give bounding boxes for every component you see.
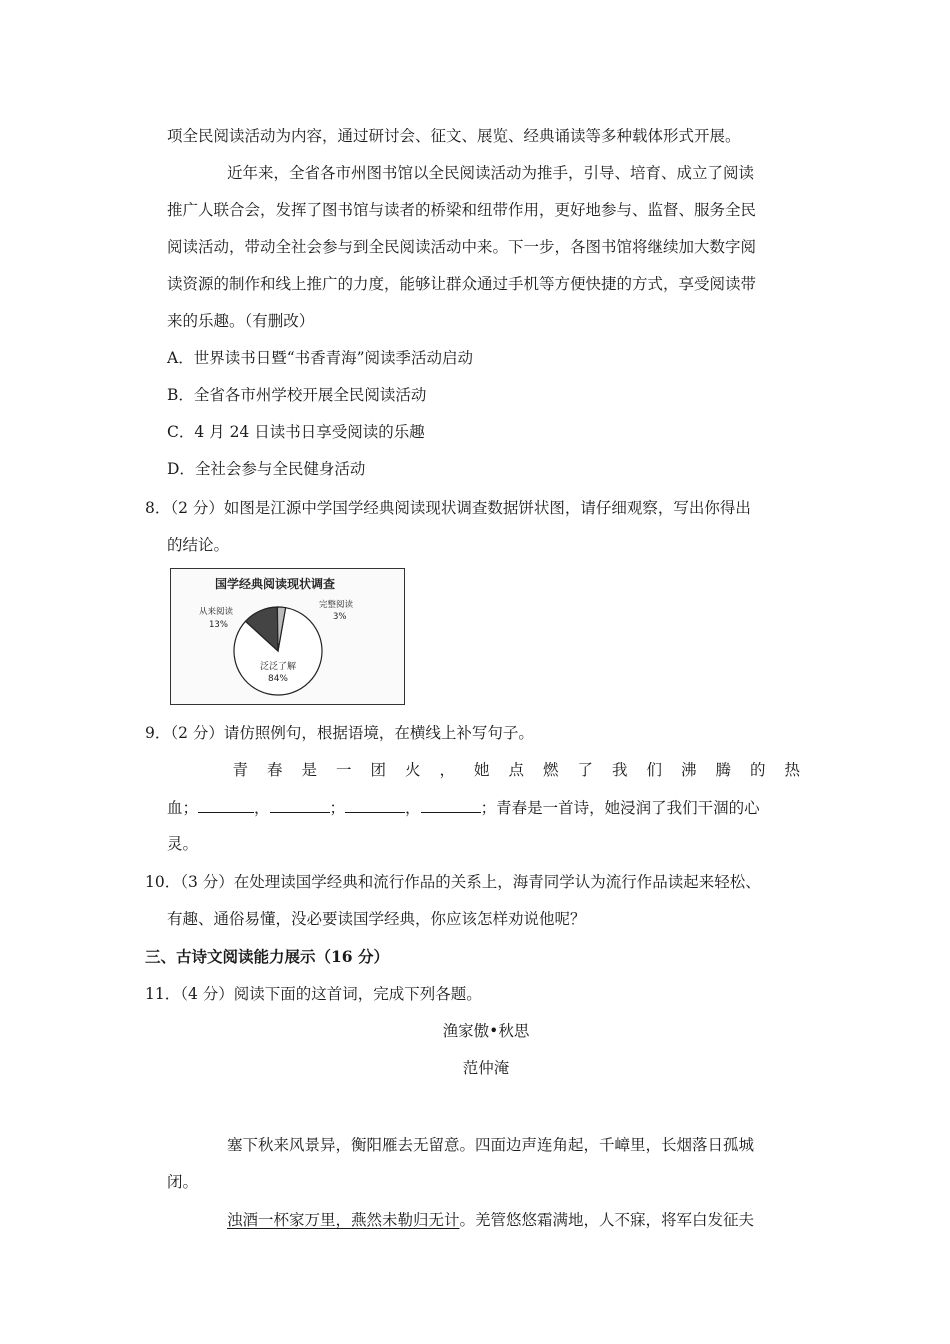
passage-para2-line-2: 推广人联合会，发挥了图书馆与读者的桥梁和纽带作用，更好地参与、监督、服务全民 xyxy=(167,201,757,219)
option-c: C．4 月 24 日读书日享受阅读的乐趣 xyxy=(167,423,425,441)
question-9-line-2 xyxy=(167,796,760,819)
question-9-example-line xyxy=(223,759,810,781)
example-char-1: 春 xyxy=(266,761,283,779)
slice-label-从来阅读: 从来阅读 xyxy=(199,607,234,617)
comma-2: ， xyxy=(405,799,421,817)
question-10-line-2: 有趣、通俗易懂，没必要读国学经典，你应该怎样劝说他呢？ xyxy=(167,910,586,928)
question-9-line-1: 9．（2 分）请仿照例句，根据语境，在横线上补写句子。 xyxy=(145,724,534,742)
example-char-2: 是 xyxy=(301,761,317,779)
question-9-line-3: 灵。 xyxy=(167,835,199,853)
question-10-line-1: 10．（3 分）在处理读国学经典和流行作品的关系上，海青同学认为流行作品读起来轻松、 xyxy=(145,873,761,891)
example-char-3: 一 xyxy=(335,761,352,779)
example-char-14: 腾 xyxy=(715,761,731,779)
pie-chart xyxy=(171,569,403,703)
answer-blank-2[interactable] xyxy=(270,796,330,813)
passage-para2-line-1: 近年来，全省各市州图书馆以全民阅读活动为推手，引导、培育、成立了阅读 xyxy=(227,164,755,182)
question-11-line-1: 11．（4 分）阅读下面的这首词，完成下列各题。 xyxy=(145,985,482,1003)
example-char-16: 热 xyxy=(784,761,800,779)
semicolon-1: ； xyxy=(329,799,346,817)
example-char-10: 了 xyxy=(577,761,593,779)
example-char-15: 的 xyxy=(749,761,766,779)
option-a: A．世界读书日暨“书香青海”阅读季活动启动 xyxy=(167,349,474,367)
pie-chart-figure xyxy=(170,568,405,705)
option-b: B．全省各市州学校开展全民阅读活动 xyxy=(167,386,427,404)
passage-para2-line-4: 读资源的制作和线上推广的力度，能够让群众通过手机等方便快捷的方式，享受阅读带 xyxy=(167,275,757,293)
example-char-13: 沸 xyxy=(680,761,697,779)
example-char-11: 我 xyxy=(611,761,628,779)
example-char-12: 们 xyxy=(646,761,662,779)
verse-2-rest: 。羌管悠悠霜满地，人不寐，将军白发征夫 xyxy=(459,1211,755,1229)
underlined-verse: 浊酒一杯家万里，燕然未勒归无计 xyxy=(227,1211,460,1229)
example-char-0: 青 xyxy=(232,761,248,779)
section-3-heading: 三、古诗文阅读能力展示（16 分） xyxy=(145,947,389,966)
answer-blank-4[interactable] xyxy=(421,796,481,813)
example-char-4: 团 xyxy=(370,761,386,779)
example-char-6: ， xyxy=(439,761,455,779)
example-char-8: 点 xyxy=(508,761,524,779)
answer-blank-3[interactable] xyxy=(345,796,405,813)
question-8-line-1: 8．（2 分）如图是江源中学国学经典阅读现状调查数据饼状图，请仔细观察，写出你得出 xyxy=(145,499,751,517)
slice-label-完整阅读: 完整阅读 xyxy=(319,600,354,610)
question-9-tail: ；青春是一首诗，她浸润了我们干涸的心 xyxy=(480,799,760,817)
example-char-7: 她 xyxy=(473,761,490,779)
chart-title: 国学经典阅读现状调查 xyxy=(214,577,336,591)
comma-1: ， xyxy=(254,799,270,817)
answer-blank-1[interactable] xyxy=(198,796,254,813)
passage-line-1: 项全民阅读活动为内容，通过研讨会、征文、展览、经典诵读等多种载体形式开展。 xyxy=(167,127,741,145)
poem-author: 范仲淹 xyxy=(462,1059,510,1077)
example-char-5: 火 xyxy=(404,761,421,779)
poem-title: 渔家傲•秋思 xyxy=(442,1022,530,1040)
question-8-line-2: 的结论。 xyxy=(167,536,230,554)
blood-text: 血； xyxy=(167,799,199,817)
slice-value-泛泛了解: 84% xyxy=(267,674,289,684)
poem-verse-2 xyxy=(227,1209,754,1231)
slice-value-从来阅读: 13% xyxy=(209,620,228,630)
slice-value-完整阅读: 3% xyxy=(333,612,347,622)
passage-para2-line-5: 来的乐趣。（有删改） xyxy=(167,312,315,330)
slice-label-泛泛了解: 泛泛了解 xyxy=(259,662,297,672)
passage-para2-line-3: 阅读活动，带动全社会参与到全民阅读活动中来。下一步，各图书馆将继续加大数字阅 xyxy=(167,238,757,256)
poem-verse-1-end: 闭。 xyxy=(167,1173,199,1191)
option-d: D．全社会参与全民健身活动 xyxy=(167,460,366,478)
poem-verse-1: 塞下秋来风景异，衡阳雁去无留意。四面边声连角起，千嶂里，长烟落日孤城 xyxy=(227,1136,755,1154)
example-char-9: 燃 xyxy=(542,761,559,779)
